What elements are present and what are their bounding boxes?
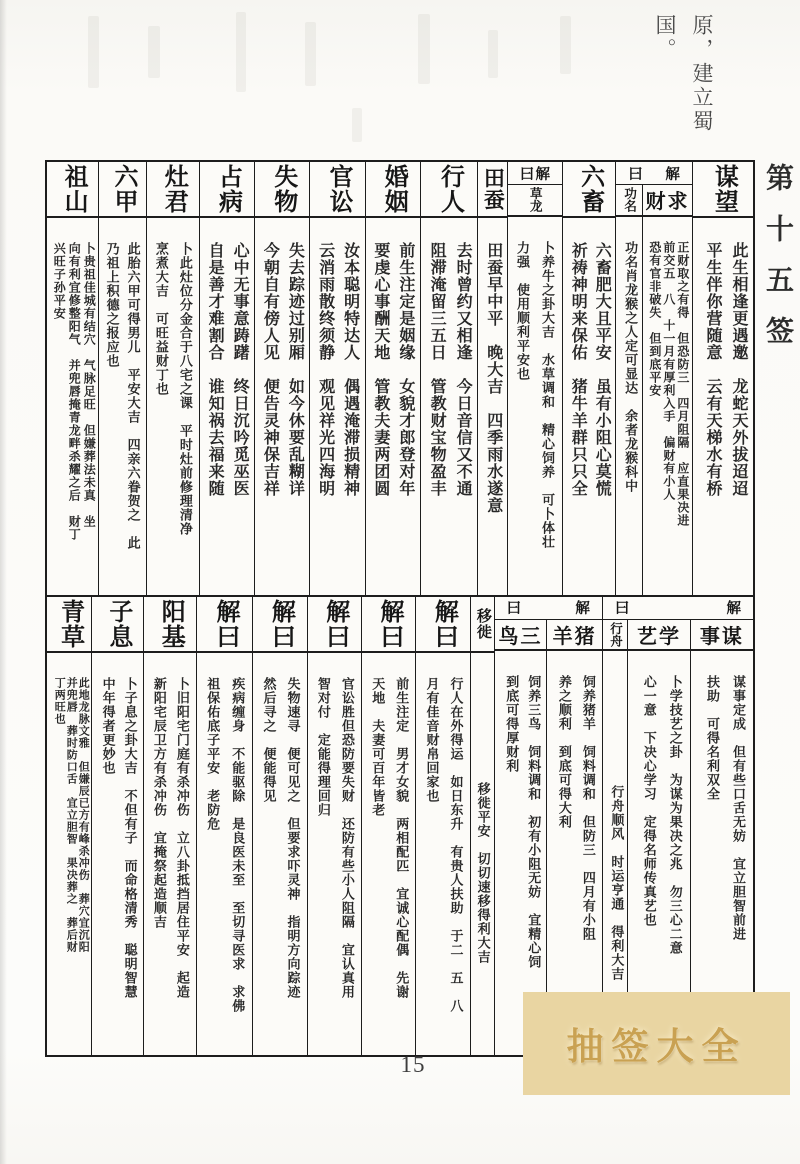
- column-header-xingren: 行人: [421, 162, 477, 218]
- vertical-text-line: 丁两旺也: [53, 676, 66, 725]
- group-banner-jieyue: [603, 597, 753, 620]
- vertical-text-line: 养之顺利 到底可得大利: [556, 675, 572, 829]
- vertical-text-line: 去时曾约又相逢 今日音信又不通: [454, 242, 472, 497]
- category-column-sanniao: [495, 620, 547, 1055]
- vertical-text-line: 今朝自有傍人见 便告灵神保吉祥: [261, 242, 279, 497]
- jieyue-group-jie-qiucai-gongming: [615, 162, 692, 595]
- sign-title: 第十五签: [762, 163, 793, 367]
- page-bleed-artifact: [418, 14, 430, 84]
- category-column-liujia: [98, 162, 145, 595]
- category-column-zhuyang: [546, 620, 602, 1055]
- vertical-text-line: 此胎六甲可得男儿 平安大吉 四亲六眷贺之 此: [125, 242, 141, 550]
- category-cell-caolong: [508, 217, 562, 596]
- table-band-top: [45, 160, 755, 597]
- column-header-liuchu: 六畜: [563, 162, 615, 218]
- vertical-text-line: 新阳宅辰卫方有杀冲伤 宜掩祭起造顺吉: [151, 676, 167, 929]
- group-banner-jieyue: [508, 162, 562, 185]
- banner-char: 曰: [506, 601, 522, 617]
- vertical-text-line: 祖保佑底子平安 老防危: [205, 676, 221, 831]
- category-column-yangji: [143, 597, 196, 1055]
- watermark-text: 抽签大全: [566, 1027, 747, 1068]
- column-header-zaojun: 灶君: [147, 162, 199, 218]
- category-cell-zhanbing: [200, 218, 254, 595]
- vertical-text-line: 平生伴你营随意 云有天梯水有桥: [704, 242, 721, 497]
- vertical-text-line: 阻滞淹留三五日 管教财宝物盈丰: [428, 242, 446, 497]
- group-subcolumns: [508, 185, 562, 595]
- column-header-jieyue-xingren: 解曰: [416, 597, 469, 653]
- vertical-text-line: 疾病缠身 不能驱除 是良医未至 至切寻医求 求佛: [230, 676, 246, 1013]
- vertical-text-line: 卜学技艺之卦 为谋为果决之兆 勿三心二意: [667, 675, 683, 955]
- vertical-text-line: 乃祖上积德之报应也: [104, 242, 120, 368]
- vertical-text-line: 并兜唇 葬时防口舌 宜立胆智 果决葬之 葬后财: [65, 676, 78, 953]
- column-header-zixi: 子息: [92, 597, 142, 653]
- category-column-yixi: [470, 597, 494, 1055]
- group-subcolumns: [616, 185, 692, 595]
- vertical-text-line: 田蚕早中平 晚大吉 四季雨水遂意: [484, 242, 502, 514]
- category-cell-liujia: [99, 218, 145, 595]
- column-header-shiwu: 失物: [255, 162, 309, 218]
- vertical-text-line: 此地龙脉文雅 但嫌辰已方有峰杀冲伤 葬穴宜沉阳: [77, 676, 90, 953]
- banner-char: 解: [575, 601, 590, 617]
- vertical-text-line: 祈祷神明来保佑 猪牛羊群只只全: [569, 242, 587, 497]
- vertical-text-line: 到底可得厚财利: [504, 675, 520, 773]
- watermark-band: [523, 992, 790, 1095]
- group-subcolumns: [495, 620, 602, 1055]
- page-left-shadow: [0, 0, 7, 1164]
- category-column-tiancan: [477, 162, 507, 595]
- column-header-zhuyang: 猪羊: [547, 620, 602, 652]
- category-column-zaojun: [146, 162, 199, 595]
- vertical-text-line: 月有佳音财帛回家也: [424, 676, 440, 803]
- page-number: 15: [400, 1052, 426, 1077]
- vertical-text-line: 行舟顺风 时运亨通 得利大吉: [609, 785, 625, 981]
- category-cell-yangji: [144, 653, 196, 1055]
- column-header-sanniao: 三鸟: [495, 620, 547, 652]
- category-column-hunyin: [365, 162, 420, 595]
- page-bleed-artifact: [148, 26, 160, 78]
- vertical-text-line: 前交五 八 十一月有厚利入手 偏财有小人: [661, 240, 676, 501]
- vertical-text-line: 兴旺子孙平安: [52, 242, 67, 320]
- vertical-text-line: 正财取之有得 但恐防三 四月阻隔 应直果决进: [675, 240, 690, 527]
- column-header-liujia: 六甲: [99, 162, 145, 218]
- category-cell-xingren: [421, 218, 477, 595]
- category-cell-mouwang: [693, 218, 753, 595]
- vertical-text-line: 卜养牛之卦大吉 水草调和 精心饲养 可卜体壮: [540, 240, 555, 549]
- category-cell-jieyue-guansong: [308, 653, 361, 1055]
- vertical-text-line: 饲养猪羊 饲料调和 但防三 四月有小阻: [580, 675, 596, 941]
- category-column-gongming: [616, 185, 642, 595]
- category-column-mouwang: [692, 162, 753, 595]
- margin-note: [646, 14, 720, 154]
- vertical-text-line: 功名肖龙猴之人定可显达 余者龙猴科中: [623, 240, 639, 493]
- vertical-text-line: 然后寻之 便能得见: [261, 676, 277, 803]
- column-header-jieyue-guansong: 解曰: [308, 597, 361, 653]
- category-cell-jieyue-hunyin: [362, 653, 415, 1055]
- page-bleed-artifact: [560, 16, 571, 74]
- category-cell-jieyue-shiwu: [253, 653, 306, 1055]
- category-cell-tiancan: [478, 218, 507, 595]
- vertical-text-line: 移徙平安 切切速移得利大吉: [475, 781, 491, 964]
- group-banner-jieyue: [616, 162, 692, 185]
- vertical-text-line: 官讼胜但恐防要失财 还防有些小人阻隔 宜认真用: [339, 676, 355, 999]
- jieyue-group-jie-caolong: [507, 162, 562, 595]
- column-header-hunyin: 婚姻: [366, 162, 420, 218]
- category-cell-guansong: [310, 218, 364, 595]
- column-header-xueyi: 学艺: [628, 620, 689, 652]
- vertical-text-line: 卜子息之卦大吉 不但有子 而命格清秀 聪明智慧: [122, 676, 138, 999]
- category-column-liuchu: [562, 162, 615, 595]
- category-column-jieyue-shiwu: [252, 597, 306, 1055]
- category-cell-zushan: [47, 218, 98, 595]
- vertical-text-line: 行人在外得运 如日东升 有贵人扶助 于二 五 八: [448, 676, 464, 1013]
- vertical-text-line: 汝本聪明特达人 偶遇淹滞损精神: [341, 242, 359, 497]
- column-header-gongming: 功名: [616, 185, 642, 217]
- vertical-text-line: 六畜肥大且平安 虽有小阻心莫慌: [593, 242, 611, 497]
- vertical-text-line: 此生相逢更遇邀 龙蛇天外拔迢迢: [730, 242, 747, 497]
- column-header-guansong: 官讼: [310, 162, 364, 218]
- group-subcolumns: [603, 620, 753, 1055]
- column-header-yixi: 移徙: [471, 597, 494, 653]
- column-header-zushan: 祖山: [47, 162, 98, 218]
- column-header-yangji: 阳基: [144, 597, 196, 653]
- category-column-guansong: [309, 162, 364, 595]
- category-column-qingcao: [47, 597, 91, 1055]
- vertical-text-line: 力强 使用顺利平安也: [515, 240, 530, 381]
- category-cell-gongming: [616, 217, 642, 596]
- jieyue-group-jie-zhuyang-sanniao: [494, 597, 602, 1055]
- vertical-text-line: 前生注定 男才女貌 两相配匹 宜诚心配偶 先谢: [394, 676, 410, 999]
- category-column-zixi: [91, 597, 142, 1055]
- column-header-xingzhou: 行舟: [603, 620, 628, 652]
- column-header-moushi: 谋事: [691, 620, 753, 652]
- category-column-caolong: [508, 185, 562, 595]
- vertical-text-line: 云消雨散终须静 观见祥光四海明: [316, 242, 334, 497]
- category-column-zhanbing: [199, 162, 254, 595]
- column-header-tiancan: 田蚕: [478, 162, 507, 218]
- category-cell-qingcao: [47, 653, 91, 1055]
- page-bleed-artifact: [488, 30, 498, 78]
- vertical-text-line: 谋事定成 但有些口舌无妨 宜立胆智前进: [731, 675, 746, 941]
- column-header-qiucai: 求财: [643, 185, 692, 217]
- vertical-text-line: 卜此灶位分金合于八宅之课 平时灶前修理清净: [177, 242, 193, 536]
- margin-note-line: 原，建立蜀: [690, 14, 714, 134]
- vertical-text-line: 卜旧阳宅门庭有杀冲伤 立八卦抵挡居住平安 起造: [174, 676, 190, 999]
- vertical-text-line: 失物速寻 便可见之 但要求吓灵神 指明方向踪迹: [285, 676, 301, 999]
- category-cell-jieyue-zhanbing: [197, 653, 252, 1055]
- fortune-table: [45, 160, 755, 1057]
- category-column-xueyi: [627, 620, 689, 1055]
- category-cell-qiucai: [643, 217, 692, 596]
- banner-char: 解: [535, 166, 550, 183]
- category-column-jieyue-hunyin: [361, 597, 415, 1055]
- category-cell-zaojun: [147, 218, 199, 595]
- category-column-jieyue-xingren: [415, 597, 469, 1055]
- vertical-text-line: 向有利宜修整阳气 并兜唇掩青龙畔杀耀之后 财丁: [67, 242, 82, 541]
- vertical-text-line: 恐有官非破失 但到底平安: [647, 240, 662, 397]
- margin-note-line: 国。: [653, 14, 677, 62]
- category-column-moushi: [690, 620, 753, 1055]
- category-cell-shiwu: [255, 218, 309, 595]
- vertical-text-line: 前生注定是姻缘 女貌才郎登对年: [396, 242, 414, 497]
- category-cell-zixi: [92, 653, 142, 1055]
- category-cell-hunyin: [366, 218, 420, 595]
- vertical-text-line: 心一意 下决心学习 定得名师传真艺也: [641, 675, 657, 927]
- page-bleed-artifact: [88, 16, 99, 88]
- vertical-text-line: 智对付 定能得理回归: [315, 676, 331, 817]
- page-bleed-artifact: [236, 12, 246, 92]
- page-bleed-artifact: [352, 108, 362, 142]
- jieyue-group-jie-moushi-xueyi: [602, 597, 753, 1055]
- banner-char: 解: [726, 601, 741, 617]
- vertical-text-line: 失去踪迹过别厢 如今休要乱糊详: [286, 242, 304, 497]
- group-banner-jieyue: [495, 597, 602, 620]
- vertical-text-line: 饲养三鸟 饲料调和 初有小阻无妨 宜精心饲: [526, 675, 542, 969]
- vertical-text-line: 心中无事意踌躇 终日沉吟觅巫医: [231, 242, 249, 497]
- category-column-jieyue-zhanbing: [196, 597, 252, 1055]
- category-column-jieyue-guansong: [307, 597, 361, 1055]
- vertical-text-line: 扶助 可得名利双全: [705, 675, 720, 801]
- vertical-text-line: 烹煮大吉 可旺益财丁也: [153, 242, 169, 396]
- banner-char: 曰: [519, 166, 535, 183]
- banner-char: 曰: [614, 601, 630, 617]
- category-column-qiucai: [642, 185, 692, 595]
- vertical-text-line: 卜贵祖佳城有结穴 气脉足旺 但嫌葬法未真 坐: [82, 242, 97, 528]
- vertical-text-line: 要虔心事酬天地 管教夫妻两团圆: [371, 242, 389, 497]
- column-header-jieyue-shiwu: 解曰: [253, 597, 306, 653]
- column-header-zhanbing: 占病: [200, 162, 254, 218]
- category-column-shiwu: [254, 162, 309, 595]
- column-header-jieyue-hunyin: 解曰: [362, 597, 415, 653]
- vertical-text-line: 天地 夫妻可百年皆老: [370, 676, 386, 817]
- table-band-bottom: [45, 595, 755, 1057]
- category-column-xingzhou: [603, 620, 628, 1055]
- category-column-zushan: [47, 162, 98, 595]
- vertical-text-line: 中年得者更妙也: [100, 676, 116, 775]
- column-header-qingcao: 青草: [47, 597, 91, 653]
- category-cell-yixi: [471, 653, 494, 1055]
- category-cell-jieyue-xingren: [416, 653, 469, 1055]
- column-header-caolong: 草龙: [508, 185, 562, 217]
- column-header-jieyue-zhanbing: 解曰: [197, 597, 252, 653]
- banner-char: 曰: [628, 166, 643, 183]
- column-header-mouwang: 谋望: [693, 162, 753, 218]
- category-cell-liuchu: [563, 218, 615, 595]
- page-bleed-artifact: [305, 22, 316, 86]
- category-column-xingren: [420, 162, 477, 595]
- banner-char: 解: [665, 166, 680, 183]
- vertical-text-line: 自是善才难割合 谁知祸去福来随: [206, 242, 224, 497]
